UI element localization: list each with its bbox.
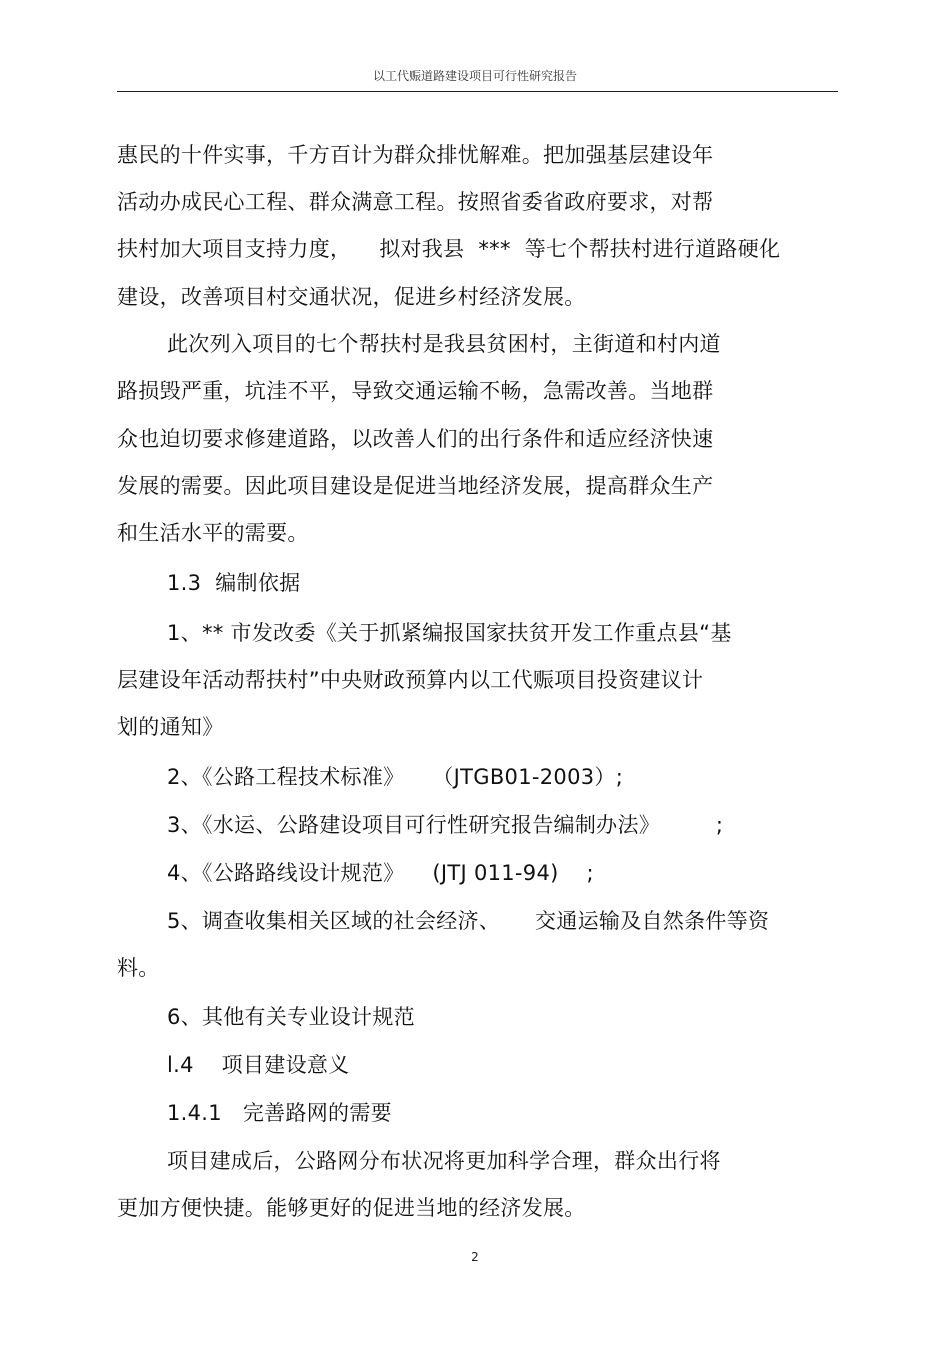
text-line: 6、其他有关专业设计规范 [167, 1005, 415, 1029]
text-line: 2、《公路工程技术标准》 （JTGB01-2003）; [167, 765, 624, 789]
text-line: 扶村加大项目支持力度， 拟对我县 *** 等七个帮扶村进行道路硬化 [117, 237, 781, 261]
page-number: 2 [471, 1250, 479, 1264]
text-line: 3、《水运、公路建设项目可行性研究报告编制办法》 ; [167, 813, 724, 837]
text-line: 建设，改善项目村交通状况，促进乡村经济发展。 [117, 285, 586, 309]
section-heading: l.4 项目建设意义 [167, 1053, 350, 1077]
section-heading: 1.3 编制依据 [167, 571, 301, 595]
text-line: 众也迫切要求修建道路，以改善人们的出行条件和适应经济快速 [117, 427, 714, 451]
text-line: 1、** 市发改委《关于抓紧编报国家扶贫开发工作重点县“基 [167, 621, 732, 645]
text-line: 活动办成民心工程、群众满意工程。按照省委省政府要求，对帮 [117, 190, 714, 214]
text-line: 5、调查收集相关区域的社会经济、 交通运输及自然条件等资 [167, 909, 770, 933]
running-header: 以工代赈道路建设项目可行性研究报告 [372, 69, 577, 83]
text-line: 路损毁严重，坑洼不平，导致交通运输不畅，急需改善。当地群 [117, 379, 714, 403]
text-line: 发展的需要。因此项目建设是促进当地经济发展，提高群众生产 [117, 474, 714, 498]
text-line: 4、《公路路线设计规范》 (JTJ 011-94) ; [167, 861, 594, 885]
text-line: 划的通知》 [117, 715, 224, 739]
header-rule [117, 91, 838, 92]
text-line: 料。 [117, 956, 160, 980]
subsection-heading: 1.4.1 完善路网的需要 [167, 1101, 392, 1125]
text-line: 项目建成后，公路网分布状况将更加科学合理，群众出行将 [167, 1149, 721, 1173]
text-line: 此次列入项目的七个帮扶村是我县贫困村，主街道和村内道 [167, 332, 721, 356]
text-line: 更加方便快捷。能够更好的促进当地的经济发展。 [117, 1196, 586, 1220]
text-line: 和生活水平的需要。 [117, 521, 309, 545]
text-line: 层建设年活动帮扶村”中央财政预算内以工代赈项目投资建议计 [117, 668, 704, 692]
text-line: 惠民的十件实事，千方百计为群众排忧解难。把加强基层建设年 [117, 143, 714, 167]
